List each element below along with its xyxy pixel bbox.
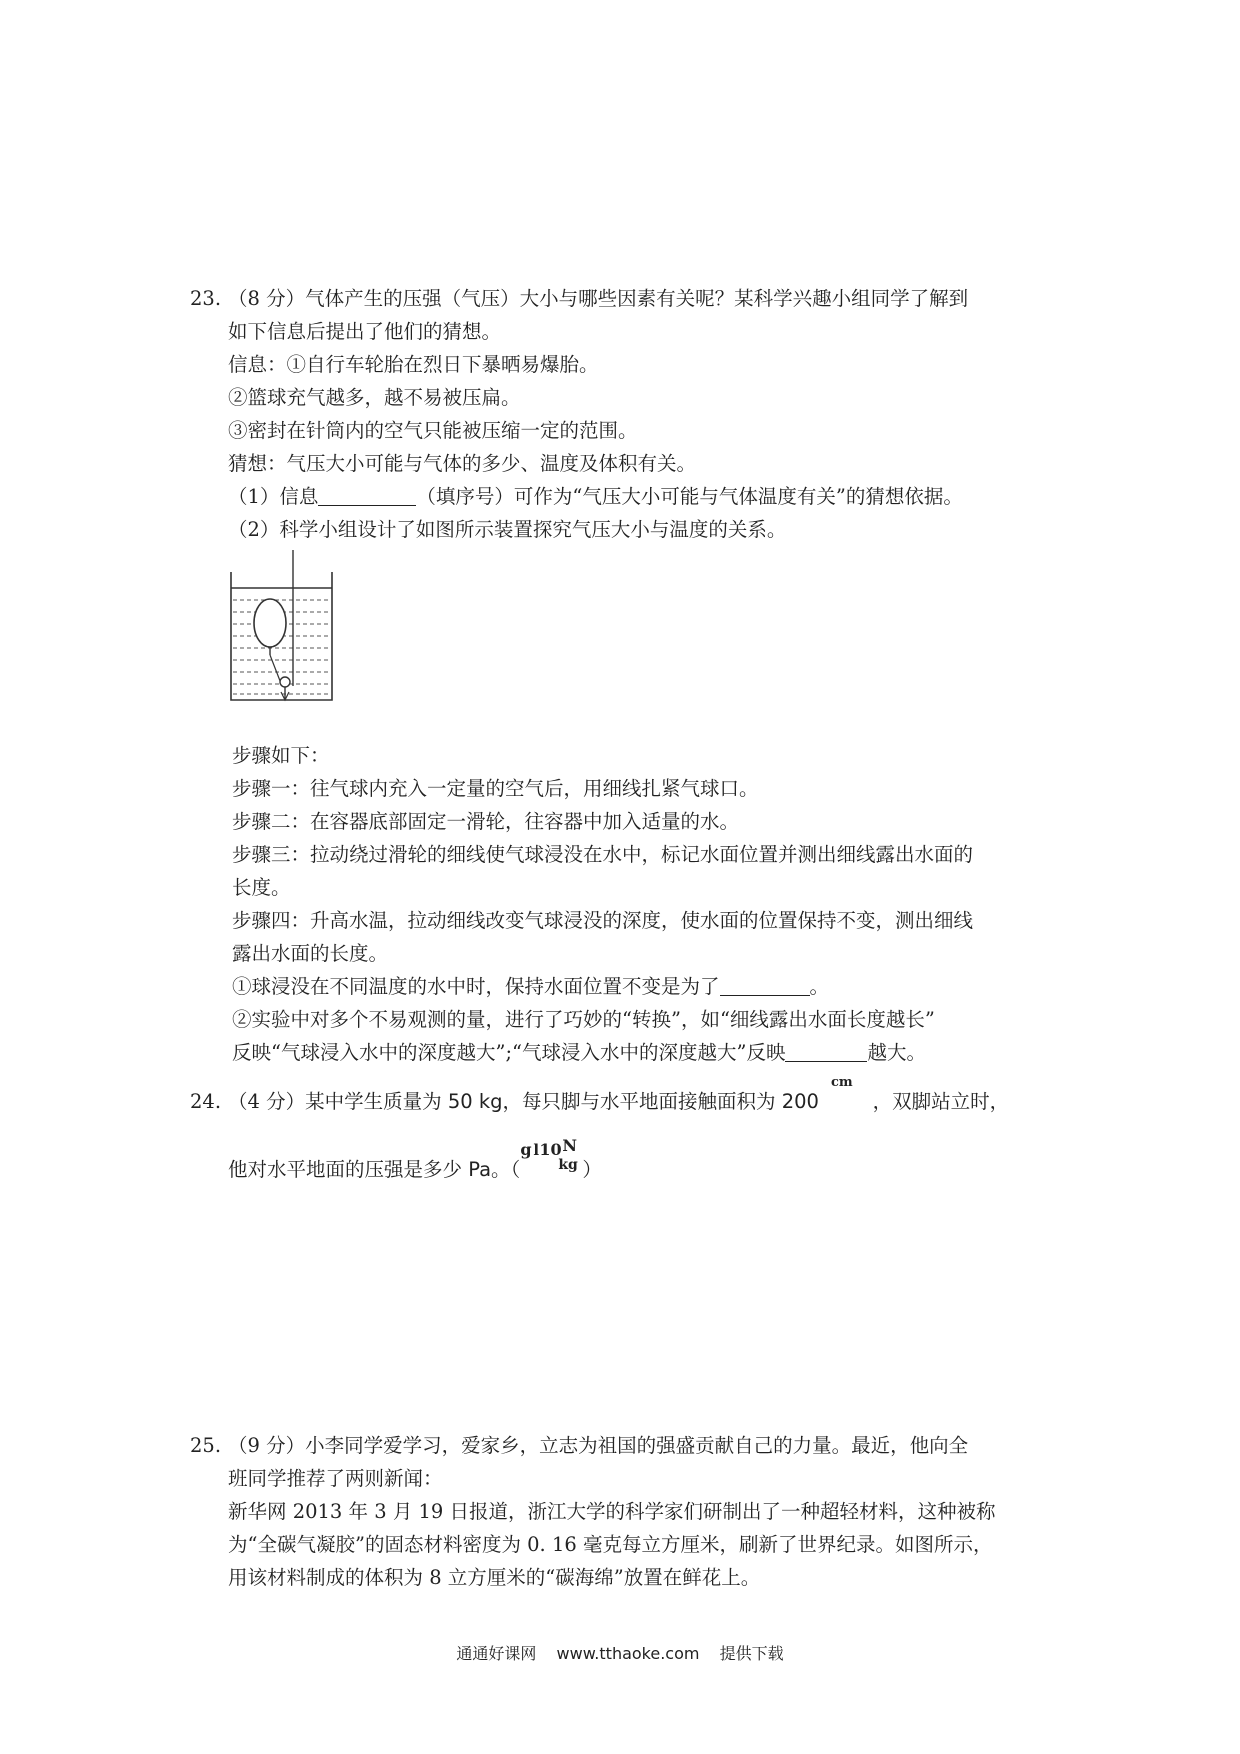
q23-part-b2-suffix: 越大。 — [867, 1041, 926, 1064]
q25-number: 25. — [190, 1434, 222, 1457]
pulley — [280, 677, 290, 687]
footer-site-name: 通通好课网 — [456, 1644, 537, 1663]
mass-value: 50 — [447, 1090, 473, 1113]
g-unit-denominator: kg — [558, 1157, 578, 1173]
step-1: 步骤一：往气球内充入一定量的空气后，用细线扎紧气球口。 — [232, 777, 759, 800]
pulley-bracket — [281, 692, 289, 700]
q23-info3: ③密封在针筒内的空气只能被压缩一定的范围。 — [228, 419, 638, 442]
g-equals-sign: l — [533, 1141, 540, 1159]
balloon-string — [270, 655, 282, 686]
q25-line5: 用该材料制成的体积为 8 立方厘米的“碳海绵”放置在鲜花上。 — [228, 1566, 761, 1589]
answer-blank-1 — [318, 504, 416, 506]
q23-part-b2 — [232, 1043, 926, 1063]
unit-cm: cm — [830, 1075, 853, 1090]
footer-note: 提供下载 — [719, 1644, 784, 1663]
g-unit-numerator: N — [562, 1136, 577, 1155]
q23-number: 23. — [190, 287, 222, 310]
q25-line4: 为“全碳气凝胶”的固态材料密度为 0. 16 毫克每立方厘米，刷新了世界纪录。如图所示， — [228, 1533, 993, 1556]
unit-kg: kg — [472, 1090, 503, 1113]
step-4a: 步骤四：升高水温，拉动细线改变气球浸没的深度，使水面的位置保持不变，测出细线 — [232, 909, 974, 932]
q24-text-a: （4 分）某中学生质量为 — [228, 1090, 448, 1113]
answer-blank-2 — [720, 994, 810, 996]
footer-url[interactable]: www.tthaoke.com — [556, 1644, 700, 1663]
g-value: 10 — [539, 1140, 562, 1159]
page-footer — [0, 1641, 1240, 1664]
q23-part-b1: ②实验中对多个不易观测的量，进行了巧妙的“转换”，如“细线露出水面长度越长” — [232, 1008, 935, 1031]
q23-info2: ②篮球充气越多，越不易被压扁。 — [228, 386, 521, 409]
step-3a: 步骤三：拉动绕过滑轮的细线使气球浸没在水中，标记水面位置并测出细线露出水面的 — [232, 843, 974, 866]
q24-text-f: ） — [582, 1158, 602, 1181]
q23-line1: （8 分）气体产生的压强（气压）大小与哪些因素有关呢？某科学兴趣小组同学了解到 — [228, 287, 969, 310]
q23-guess: 猜想：气压大小可能与气体的多少、温度及体积有关。 — [228, 452, 697, 475]
q23-sub1 — [228, 487, 963, 507]
q25-line3: 新华网 2013 年 3 月 19 日报道，浙江大学的科学家们研制出了一种超轻材料，这种被称 — [228, 1500, 996, 1523]
q25-line1: （9 分）小李同学爱学习，爱家乡，立志为祖国的强盛贡献自己的力量。最近，他向全 — [228, 1434, 969, 1457]
q23-sub1-suffix: （填序号）可作为“气压大小可能与气体温度有关”的猜想依据。 — [416, 485, 963, 508]
q24-text-c: ，双脚站立时， — [872, 1090, 1010, 1113]
steps-intro: 步骤如下： — [232, 744, 330, 767]
answer-blank-3 — [785, 1060, 867, 1062]
q23-part-a-prefix: ①球浸没在不同温度的水中时，保持水面位置不变是为了 — [232, 975, 720, 998]
q24-text-e: 。（ — [491, 1158, 521, 1181]
q23-sub1-prefix: （1）信息 — [228, 485, 319, 508]
water-lines — [233, 600, 330, 694]
g-symbol: g — [520, 1140, 532, 1159]
area-value: 200 — [781, 1090, 819, 1113]
q24-number: 24. — [190, 1090, 222, 1113]
q24-text-b: ，每只脚与水平地面接触面积为 — [502, 1090, 782, 1113]
q24-line2 — [228, 1136, 602, 1181]
q23-info1: 信息：①自行车轮胎在烈日下暴晒易爆胎。 — [228, 353, 599, 376]
q23-part-a — [232, 977, 829, 997]
balloon — [254, 599, 286, 647]
q24-text-d: 他对水平地面的压强是多少 — [228, 1158, 469, 1181]
step-2: 步骤二：在容器底部固定一滑轮，往容器中加入适量的水。 — [232, 810, 740, 833]
unit-pa: Pa — [468, 1158, 492, 1181]
q25-line2: 班同学推荐了两则新闻： — [228, 1467, 443, 1490]
q23-part-a-suffix: 。 — [809, 975, 830, 998]
q23-line2: 如下信息后提出了他们的猜想。 — [228, 320, 502, 343]
q23-part-b2-prefix: 反映“气球浸入水中的深度越大”;“气球浸入水中的深度越大”反映 — [232, 1041, 786, 1064]
q24-line1 — [228, 1075, 1010, 1113]
step-3b: 长度。 — [232, 876, 291, 899]
container-outline — [231, 572, 332, 700]
gravity-formula — [520, 1136, 582, 1180]
step-4b: 露出水面的长度。 — [232, 942, 389, 965]
q23-sub2: （2）科学小组设计了如图所示装置探究气压大小与温度的关系。 — [228, 518, 787, 541]
